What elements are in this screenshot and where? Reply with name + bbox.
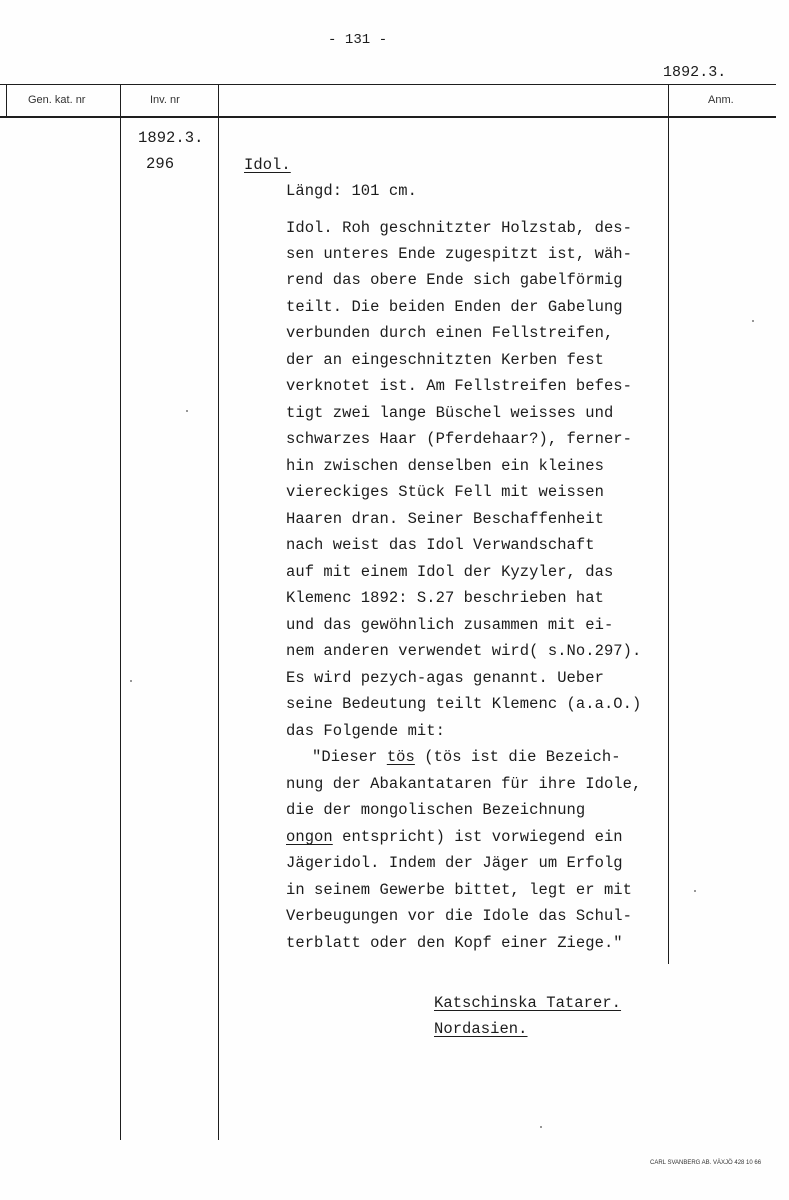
body-line: sen unteres Ende zugespitzt ist, wäh- xyxy=(286,245,633,263)
quote-line-4-suffix: entspricht) ist vorwiegend ein xyxy=(332,828,623,846)
scan-speck xyxy=(752,320,754,322)
body-line: verknotet ist. Am Fellstreifen befes- xyxy=(286,377,633,395)
body-line: verbunden durch einen Fellstreifen, xyxy=(286,324,614,342)
scan-speck xyxy=(130,680,132,682)
body-line: der an eingeschnitzten Kerben fest xyxy=(286,351,604,369)
quote-line-5: Jägeridol. Indem der Jäger um Erfolg xyxy=(286,854,623,872)
header-gen-kat-nr: Gen. kat. nr xyxy=(28,94,86,106)
body-line: Klemenc 1892: S.27 beschrieben hat xyxy=(286,589,604,607)
body-line: teilt. Die beiden Enden der Gabelung xyxy=(286,298,623,316)
quote-line-1-prefix: "Dieser xyxy=(312,748,387,766)
footer-print-mark: CARL SVANBERG AB. VÄXJÖ 428 10 66 xyxy=(650,1160,762,1166)
column-divider-2 xyxy=(218,84,219,1140)
body-line: das Folgende mit: xyxy=(286,722,445,740)
scan-speck xyxy=(540,1126,542,1128)
body-line: nach weist das Idol Verwandschaft xyxy=(286,536,595,554)
body-line: Es wird pezych-agas genannt. Ueber xyxy=(286,669,604,687)
header-anm: Anm. xyxy=(708,94,734,106)
column-left-edge xyxy=(6,84,7,116)
entry-number: 296 xyxy=(146,155,175,173)
body-line: tigt zwei lange Büschel weisses und xyxy=(286,404,614,422)
quote-line-6: in seinem Gewerbe bittet, legt er mit xyxy=(286,881,633,899)
body-line: und das gewöhnlich zusammen mit ei- xyxy=(286,616,614,634)
body-line: viereckiges Stück Fell mit weissen xyxy=(286,483,604,501)
quote-line-8: terblatt oder den Kopf einer Ziege." xyxy=(286,934,623,952)
entry-length: Längd: 101 cm. xyxy=(286,182,417,200)
column-divider-3 xyxy=(668,84,669,964)
body-line: Haaren dran. Seiner Beschaffenheit xyxy=(286,510,604,528)
entry-title: Idol. xyxy=(244,156,291,174)
header-bottom-rule xyxy=(0,116,776,118)
body-line: rend das obere Ende sich gabelförmig xyxy=(286,271,623,289)
quote-line-1 xyxy=(312,748,621,766)
column-divider-1 xyxy=(120,84,121,1140)
quote-line-1-suffix: (tös ist die Bezeich- xyxy=(414,748,621,766)
body-line: nem anderen verwendet wird( s.No.297). xyxy=(286,642,642,660)
scan-speck xyxy=(694,890,696,892)
accession-top-right: 1892.3. xyxy=(663,64,727,81)
entry-accession: 1892.3. xyxy=(138,129,204,147)
page-number: - 131 - xyxy=(328,32,388,48)
quote-term-tos: tös xyxy=(386,748,415,766)
body-line: schwarzes Haar (Pferdehaar?), ferner- xyxy=(286,430,633,448)
quote-line-2: nung der Abakantataren für ihre Idole, xyxy=(286,775,642,793)
quote-line-3: die der mongolischen Bezeichnung xyxy=(286,801,586,819)
header-top-rule xyxy=(0,84,776,85)
scan-speck xyxy=(186,410,188,412)
quote-line-7: Verbeugungen vor die Idole das Schul- xyxy=(286,907,633,925)
body-line: seine Bedeutung teilt Klemenc (a.a.O.) xyxy=(286,695,642,713)
quote-term-ongon: ongon xyxy=(286,828,333,846)
origin-region: Nordasien. xyxy=(434,1020,528,1038)
origin-people: Katschinska Tatarer. xyxy=(434,994,622,1012)
quote-line-4 xyxy=(286,828,623,846)
body-line: hin zwischen denselben ein kleines xyxy=(286,457,604,475)
header-inv-nr: Inv. nr xyxy=(150,94,180,106)
body-line: auf mit einem Idol der Kyzyler, das xyxy=(286,563,614,581)
body-line: Idol. Roh geschnitzter Holzstab, des- xyxy=(286,219,633,237)
